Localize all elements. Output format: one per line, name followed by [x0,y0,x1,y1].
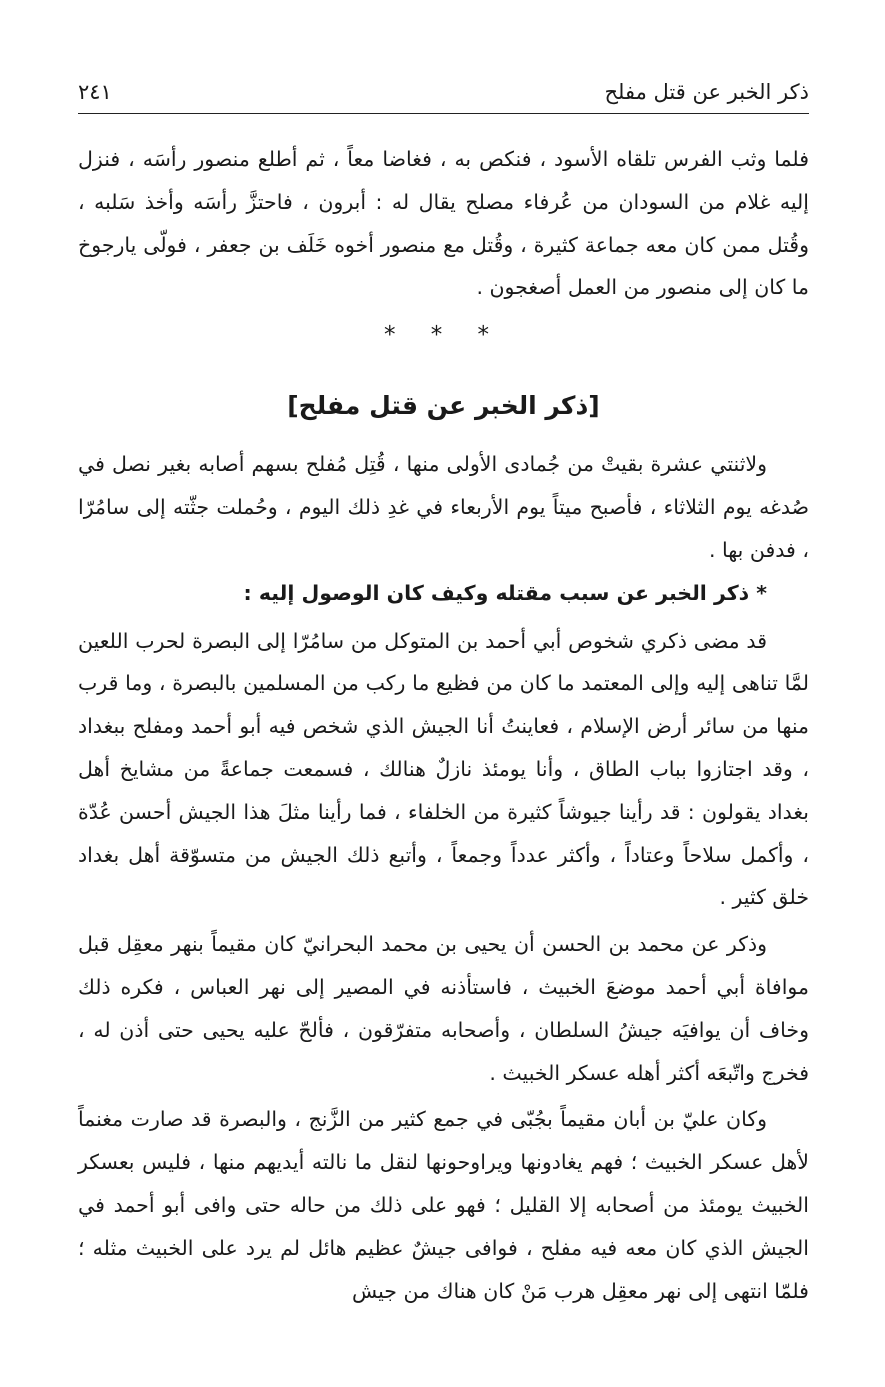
subheading-cause: * ذكر الخبر عن سبب مقتله وكيف كان الوصول إليه : [243,580,767,605]
section-separator: * * * [383,322,504,349]
continuing-paragraph: فلما وثب الفرس تلقاه الأسود ، فنكص به ، فغاضا معاً ، ثم أطلع منصور رأسَه ، فنزل إليه غلام من السودان من عُرفاء مصلح يقال له : أبرون ، فاحتزَّ رأسَه وأخذ سَلبه ، وقُتل ممن كان معه جماعة كثيرة ، وقُتل مع منصور أخوه خَلَف بن جعفر ، فولّى يارجوخ ما كان إلى منصور من العمل أصغجون . [78,147,809,300]
header-rule [78,113,809,114]
running-header [78,72,809,112]
section-title: [ذكر الخبر عن قتل مفلح] [287,391,600,421]
running-title: ذكر الخبر عن قتل مفلح [604,80,809,104]
paragraph-army: قد مضى ذكري شخوص أبي أحمد بن المتوكل من سامُرّا إلى البصرة لحرب اللعين لمَّا تناهى إليه وإلى المعتمد ما كان من فظيع ما ركب من المسلمين بالبصرة ، وما قرب منها من سائر أرض الإسلام ، فعاينتُ أنا الجيش الذي شخص فيه أبو أحمد ومفلح ببغداد ، وقد اجتازوا بباب الطاق ، وأنا يومئذ نازلٌ هنالك ، فسمعت جماعةً من مشايخ أهل بغداد يقولون : قد رأينا جيوشاً كثيرة من الخلفاء ، فما رأينا مثلَ هذا الجيش أحسن عُدّة ، وأكمل سلاحاً وعتاداً ، وأكثر عدداً وجمعاً ، وأتبع ذلك الجيش من متسوّقة أهل بغداد خلق كثير . [78,628,809,910]
page-body [78,138,809,1312]
paragraph-muflih-killed: ولاثنتي عشرة بقيتْ من جُمادى الأولى منها ، قُتِل مُفلح بسهم أصابه بغير نصل في صُدغه يوم الثلاثاء ، فأصبح ميتاً يوم الأربعاء في غدِ ذلك اليوم ، وحُملت جثّته إلى سامُرّا ، فدفن بها . [78,452,809,562]
paragraph-yahya: وذكر عن محمد بن الحسن أن يحيى بن محمد البحرانيّ كان مقيماً بنهر معقِل قبل موافاة أبي أحمد موضعَ الخبيث ، فاستأذنه في المصير إلى نهر العباس ، فكره ذلك وخاف أن يوافيَه جيشُ السلطان ، وأصحابه متفرّقون ، فألحّ عليه يحيى حتى أذن له ، فخرج واتّبعَه أكثر أهله عسكر الخبيث . [78,932,809,1085]
page-number: ٢٤١ [78,80,112,104]
paragraph-ali-ibn-aban: وكان عليّ بن أبان مقيماً بجُبّى في جمع كثير من الزَّنج ، والبصرة قد صارت مغنماً لأهل عسكر الخبيث ؛ فهم يغادونها ويراوحونها لنقل ما نالته أيديهم منها ، فليس بعسكر الخبيث يومئذ من أصحابه إلا القليل ؛ فهو على ذلك من حاله حتى وافى أبو أحمد في الجيش الذي كان معه فيه مفلح ، فوافى جيشٌ عظيم هائل لم يرد على الخبيث مثله ؛ فلمّا انتهى إلى نهر معقِل هرب مَنْ كان هناك من جيش [78,1107,809,1303]
